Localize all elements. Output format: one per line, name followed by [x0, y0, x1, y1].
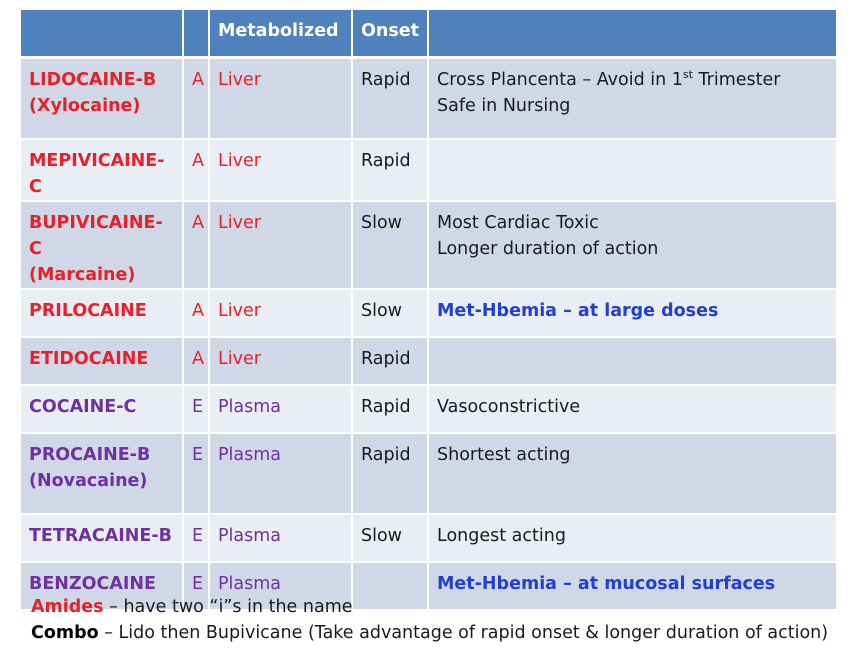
- note-line1: Longest acting: [437, 526, 566, 546]
- footnote-combo-text: – Lido then Bupivicane (Take advantage of rapid onset & longer duration of action): [98, 623, 829, 643]
- note-line1-post: Trimester: [692, 70, 781, 90]
- note-line2: Longer duration of action: [437, 239, 659, 259]
- drug-metabolized: Liver: [210, 59, 353, 140]
- drug-name-line1: BENZOCAINE: [29, 574, 157, 594]
- drug-name-line1: LIDOCAINE-B: [29, 70, 157, 90]
- header-notes: [429, 10, 836, 59]
- table-row: [21, 338, 836, 386]
- drug-name: [21, 434, 184, 515]
- drug-notes: [429, 515, 836, 563]
- drug-onset: Rapid: [353, 338, 429, 386]
- drug-class: A: [184, 338, 210, 386]
- header-metabolized: Metabolized: [210, 10, 353, 59]
- drug-metabolized: Plasma: [210, 434, 353, 515]
- note-highlight: Met-Hbemia – at large doses: [437, 301, 719, 321]
- note-line1: Most Cardiac Toxic: [437, 213, 599, 233]
- table-row: [21, 434, 836, 515]
- drug-name: [21, 386, 184, 434]
- note-highlight: Met-Hbemia – at mucosal surfaces: [437, 574, 776, 594]
- drug-onset: Rapid: [353, 59, 429, 140]
- note-line1: Vasoconstrictive: [437, 397, 581, 417]
- note-line1: Shortest acting: [437, 445, 571, 465]
- drug-metabolized: Liver: [210, 338, 353, 386]
- drug-onset: Slow: [353, 202, 429, 290]
- drug-onset: Slow: [353, 290, 429, 338]
- footnote-amides-lead: Amides: [31, 597, 104, 617]
- drug-class: A: [184, 59, 210, 140]
- drug-class: E: [184, 515, 210, 563]
- drug-notes: [429, 338, 836, 386]
- header-class: [184, 10, 210, 59]
- note-line2: Safe in Nursing: [437, 96, 571, 116]
- table-row: [21, 202, 836, 290]
- table-row: [21, 140, 836, 202]
- drug-onset: Rapid: [353, 434, 429, 515]
- drug-notes: [429, 140, 836, 202]
- table-row: [21, 59, 836, 140]
- table-row: [21, 290, 836, 338]
- drug-name-line1: ETIDOCAINE: [29, 349, 149, 369]
- drug-name: [21, 290, 184, 338]
- drug-notes: [429, 386, 836, 434]
- drug-name-line1: PROCAINE-B: [29, 445, 151, 465]
- footnote-amides-text: – have two “i”s in the name: [103, 597, 353, 617]
- drug-name-line1: PRILOCAINE: [29, 301, 147, 321]
- footnote-combo-lead: Combo: [31, 623, 99, 643]
- drug-name-line2: (Novacaine): [29, 471, 148, 491]
- header-row: [21, 10, 836, 59]
- footnotes: [31, 594, 858, 646]
- drug-onset: Rapid: [353, 140, 429, 202]
- drug-metabolized: Plasma: [210, 515, 353, 563]
- drug-notes: [429, 202, 836, 290]
- anesthetics-table: [21, 10, 836, 611]
- drug-class: A: [184, 290, 210, 338]
- drug-name: [21, 338, 184, 386]
- drug-metabolized: Plasma: [210, 563, 353, 611]
- note-line1-pre: Cross Plancenta – Avoid in 1: [437, 70, 683, 90]
- drug-class: A: [184, 140, 210, 202]
- drug-notes: [429, 290, 836, 338]
- footnote-combo: [31, 620, 858, 646]
- table-row: [21, 386, 836, 434]
- drug-name-line1: MEPIVICAINE-C: [29, 151, 165, 197]
- drug-class: E: [184, 563, 210, 611]
- drug-name: [21, 202, 184, 290]
- drug-name-line1: COCAINE-C: [29, 397, 137, 417]
- note-line1-sup: st: [682, 68, 693, 81]
- drug-onset: Rapid: [353, 386, 429, 434]
- header-drug: [21, 10, 184, 59]
- drug-class: E: [184, 434, 210, 515]
- drug-name: [21, 515, 184, 563]
- drug-name-line1: TETRACAINE-B: [29, 526, 172, 546]
- drug-notes: [429, 59, 836, 140]
- drug-metabolized: Plasma: [210, 386, 353, 434]
- drug-notes: [429, 434, 836, 515]
- drug-name-line2: (Marcaine): [29, 265, 136, 285]
- table-row: [21, 515, 836, 563]
- drug-class: A: [184, 202, 210, 290]
- drug-metabolized: Liver: [210, 140, 353, 202]
- drug-onset: Slow: [353, 515, 429, 563]
- drug-name: [21, 140, 184, 202]
- drug-metabolized: Liver: [210, 290, 353, 338]
- drug-name: [21, 59, 184, 140]
- footnote-amides: [31, 594, 858, 620]
- drug-name-line1: BUPIVICAINE-C: [29, 213, 163, 259]
- header-onset: Onset: [353, 10, 429, 59]
- drug-class: E: [184, 386, 210, 434]
- drug-metabolized: Liver: [210, 202, 353, 290]
- drug-name-line2: (Xylocaine): [29, 96, 141, 116]
